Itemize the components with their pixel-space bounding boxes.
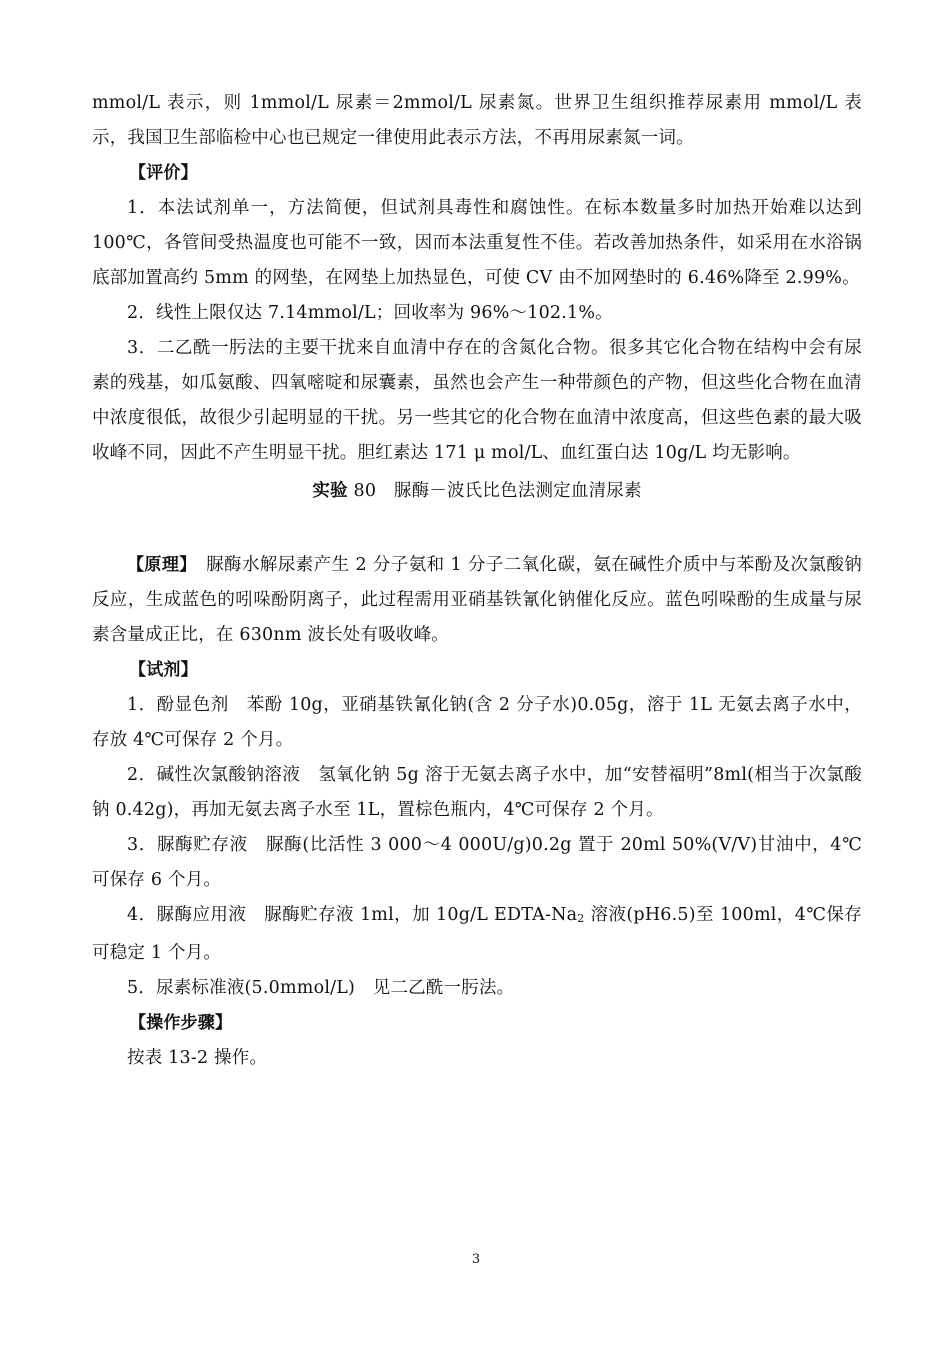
paragraph-units: mmol/L 表示，则 1mmol/L 尿素＝2mmol/L 尿素氮。世界卫生组织推荐尿素用 mmol/L 表示，我国卫生部临检中心也已规定一律使用此表示方法，不再用尿素氮一词。 (92, 93, 862, 148)
reagent-2: 2．碱性次氯酸钠溶液 氢氧化钠 5g 溶于无氨去离子水中，加“安替福明”8ml(相当于次氯酸钠 0.42g)，再加无氨去离子水至 1L，置棕色瓶内，4℃可保存 2 个月。 (92, 765, 862, 820)
reagent-4-part-b: 溶液(pH6.5)至 100ml，4℃保存可稳定 1 个月。 (92, 905, 862, 963)
reagent-4-part-a: 4．脲酶应用液 脲酶贮存液 1ml，加 10g/L EDTA-Na (127, 905, 578, 925)
reagent-4-subscript: 2 (577, 912, 585, 925)
reagent-4 (92, 898, 862, 971)
principle-label: 【原理】 (127, 555, 189, 575)
paragraph-eval-1: 1．本法试剂单一，方法简便，但试剂具毒性和腐蚀性。在标本数量多时加热开始难以达到 100℃，各管间受热温度也可能不一致，因而本法重复性不佳。若改善加热条件，如采用在水浴锅底部加置高约 5mm 的网垫，在网垫上加热显色，可使 CV 由不加网垫时的 6.46%降至 2.99%。 (92, 198, 862, 288)
document-page (92, 86, 862, 1076)
heading-evaluation: 【评价】 (129, 163, 198, 183)
reagent-5: 5．尿素标准液(5.0mmol/L) 见二乙酰一肟法。 (127, 978, 515, 998)
reagent-3: 3．脲酶贮存液 脲酶(比活性 3 000～4 000U/g)0.2g 置于 20ml 50%(V/V)甘油中，4℃可保存 6 个月。 (92, 835, 862, 890)
experiment-title-text: 80 脲酶－波氏比色法测定血清尿素 (347, 481, 642, 501)
heading-procedure: 【操作步骤】 (129, 1013, 233, 1033)
paragraph-principle (92, 548, 862, 653)
procedure-text: 按表 13-2 操作。 (127, 1048, 268, 1068)
paragraph-eval-3: 3．二乙酰一肟法的主要干扰来自血清中存在的含氮化合物。很多其它化合物在结构中会有尿素的残基，如瓜氨酸、四氧嘧啶和尿囊素，虽然也会产生一种带颜色的产物，但这些化合物在血清中浓度很低，故很少引起明显的干扰。另一些其它的化合物在血清中浓度高，但这些色素的最大吸收峰不同，因此不产生明显干扰。胆红素达 171 μ mol/L、血红蛋白达 10g/L 均无影响。 (92, 338, 862, 463)
principle-text: 脲酶水解尿素产生 2 分子氨和 1 分子二氧化碳，氨在碱性介质中与苯酚及次氯酸钠反应，生成蓝色的吲哚酚阴离子，此过程需用亚硝基铁氰化钠催化反应。蓝色吲哚酚的生成量与尿素含量成正比，在 630nm 波长处有吸收峰。 (92, 555, 862, 645)
experiment-title-label: 实验 (312, 481, 348, 501)
page-number: 3 (471, 1252, 481, 1267)
reagent-1: 1．酚显色剂 苯酚 10g，亚硝基铁氰化钠(含 2 分子水)0.05g，溶于 1L 无氨去离子水中，存放 4℃可保存 2 个月。 (92, 695, 862, 750)
paragraph-eval-2: 2．线性上限仅达 7.14mmol/L；回收率为 96%～102.1%。 (127, 303, 613, 323)
experiment-title (92, 474, 862, 509)
heading-reagents: 【试剂】 (129, 660, 198, 680)
